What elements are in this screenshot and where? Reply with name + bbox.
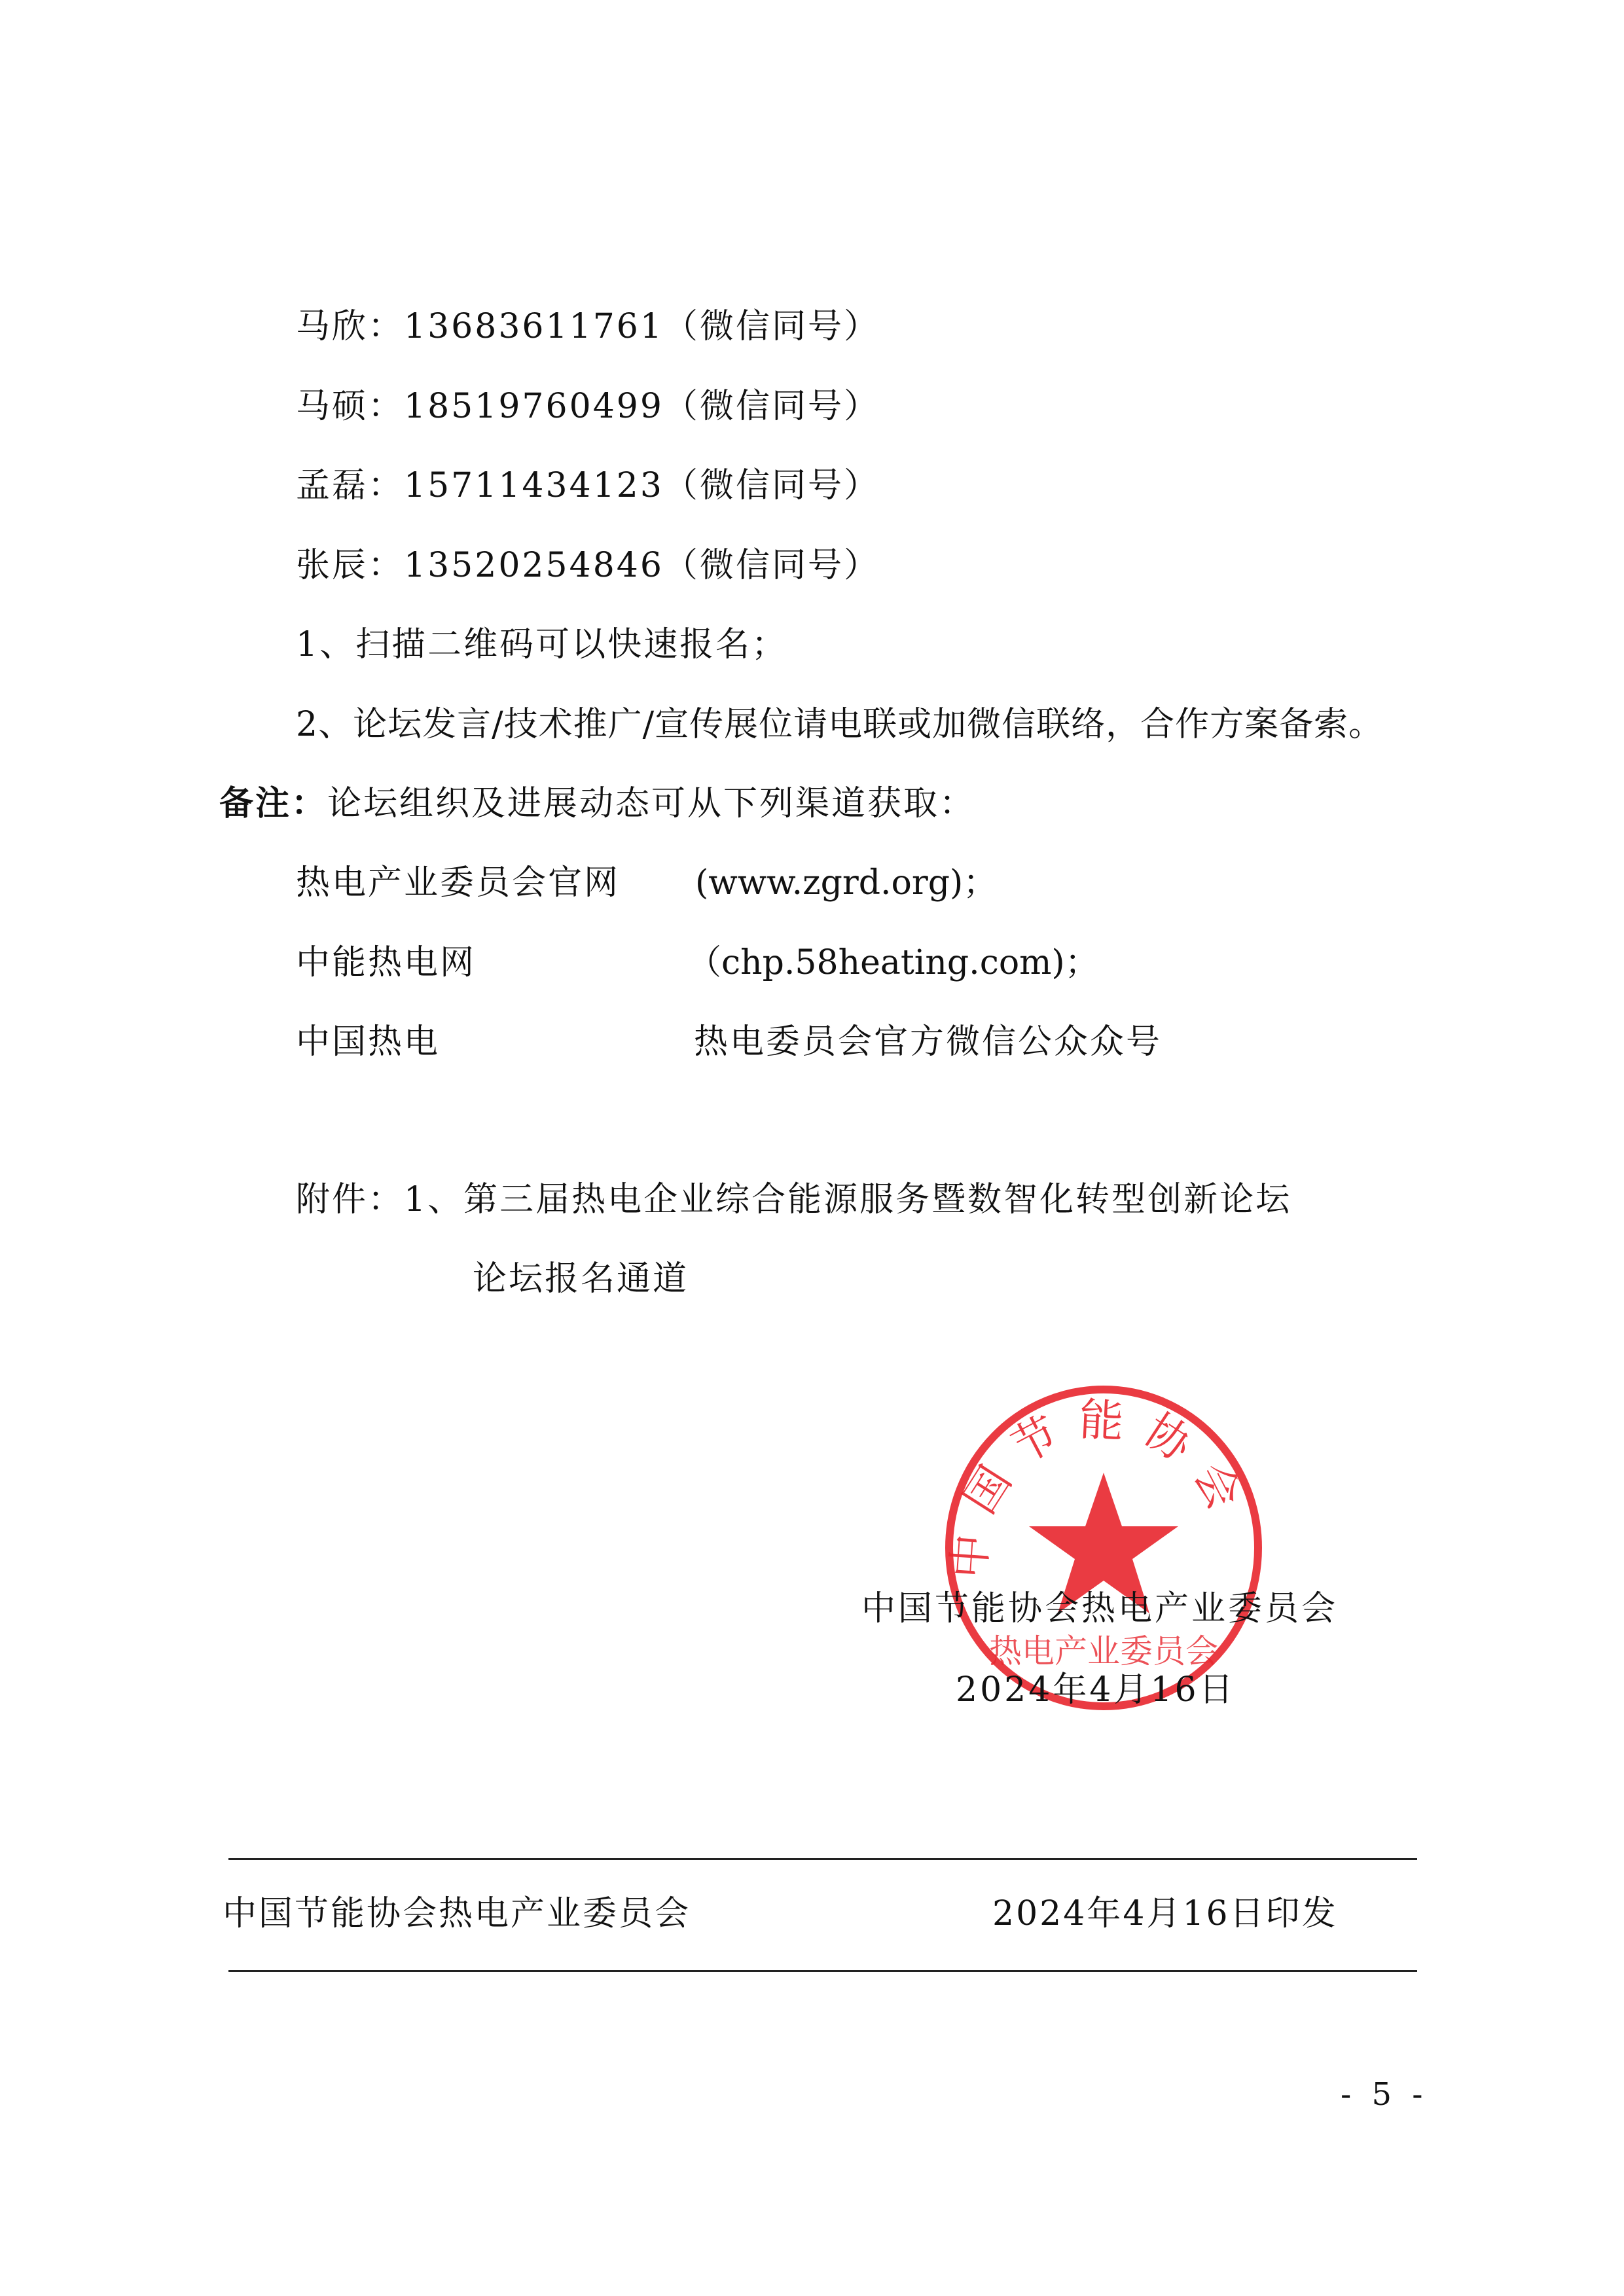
contact-line: [296, 306, 880, 348]
footer-rule-top: [228, 1858, 1417, 1860]
contact-name: 马欣：: [296, 307, 405, 346]
contact-name: 孟磊：: [296, 466, 405, 505]
attachment-line-1: 附件：1、第三届热电企业综合能源服务暨数智化转型创新论坛: [296, 1180, 1292, 1219]
footer-date: 2024年4月16日印发: [992, 1894, 1338, 1933]
remark-label: 备注：: [219, 783, 328, 823]
contact-note: （微信同号）: [663, 307, 880, 346]
page-number: - 5 -: [1341, 2076, 1428, 2113]
signature-org: 中国节能协会热电产业委员会: [861, 1589, 1339, 1628]
contact-name: 张辰：: [296, 546, 405, 585]
contact-line: [296, 386, 880, 427]
official-seal: [940, 1381, 1267, 1715]
contact-phone: 13520254846: [404, 546, 664, 585]
signature-date: 2024年4月16日: [956, 1670, 1236, 1710]
contact-phone: 13683611761: [404, 307, 664, 346]
channel-name: 中能热电网: [296, 943, 477, 982]
contact-name: 马硕：: [296, 387, 405, 426]
channel-value: (www.zgrd.org)；: [695, 863, 998, 903]
attachment-line-2: 论坛报名通道: [473, 1259, 689, 1299]
contact-phone: 18519760499: [404, 387, 664, 426]
remark-line: [219, 783, 975, 825]
contact-note: （微信同号）: [663, 546, 880, 585]
note-2: 2、论坛发言/技术推广/宣传展位请电联或加微信联络，合作方案备索。: [296, 705, 1384, 744]
channel-name: 中国热电: [296, 1022, 441, 1062]
footer-org: 中国节能协会热电产业委员会: [223, 1894, 691, 1933]
contact-note: （微信同号）: [663, 466, 880, 505]
seal-bottom-text: 热电产业委员会: [989, 1632, 1218, 1670]
footer-rule-bottom: [228, 1970, 1417, 1972]
seal-top-text: 中国节能协会: [943, 1394, 1258, 1581]
channel-value: 热电委员会官方微信公众众号: [694, 1022, 1163, 1062]
channel-name: 热电产业委员会官网: [296, 863, 621, 903]
contact-line: [296, 545, 880, 586]
channel-value: （chp.58heating.com)；: [687, 943, 1099, 982]
note-1: 1、扫描二维码可以快速报名；: [296, 625, 788, 664]
remark-text: 论坛组织及进展动态可从下列渠道获取：: [327, 784, 976, 823]
contact-phone: 15711434123: [404, 466, 664, 505]
contact-note: （微信同号）: [663, 387, 880, 426]
contact-line: [296, 465, 880, 507]
